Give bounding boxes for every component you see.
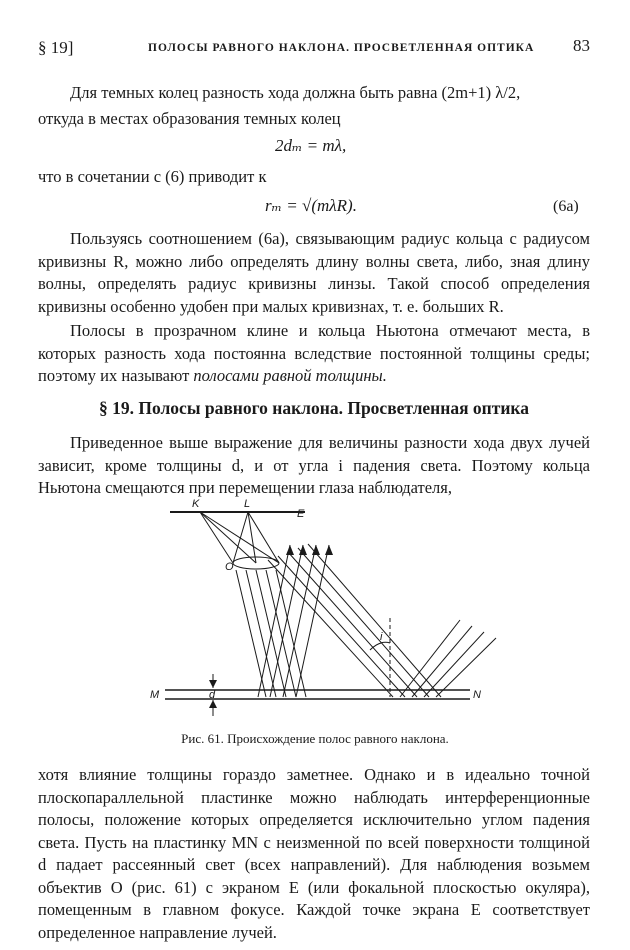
paragraph-dark-rings: Для темных колец разность хода должна быть равна (2m+1) λ/2, [70, 83, 521, 102]
label-d: d [209, 689, 216, 701]
label-l: L [244, 498, 251, 510]
paragraph-plate: хотя влияние толщины гораздо заметнее. Однако и в идеально точной плоскопараллельной пластинке можно наблюдать интерференционные полосы, положение которых определяется исключительно углом падения света. Пусть на пластинку MN с неизменной по всей поверхности толщиной d падает рассеянный свет (всех направлений). Для наблюдения возьмем объектив O (рис. 61) с экраном E (или фокальной плоскостью окуляра), помещенным в главном фокусе. Каждой точке экрана E соответствует определенное направление лучей. [38, 765, 590, 942]
label-e: E [297, 508, 305, 520]
equal-thickness-term: полосами равной толщины. [193, 366, 387, 385]
paragraph-radius: Пользуясь соотношением (6а), связывающим радиус кольца с радиусом кривизны R, можно либо определять длину волны света, либо, зная длину волны, определять радиус кривизны линзы. Такой способ определения кривизны особенно удобен при малых кривизнах, т. е. больших R. [38, 229, 590, 316]
label-i: i [380, 631, 383, 643]
section-heading: § 19. Полосы равного наклона. Просветленная оптика [98, 398, 529, 418]
label-o: O [225, 561, 234, 573]
header-title: ПОЛОСЫ РАВНОГО НАКЛОНА. ПРОСВЕТЛЕННАЯ ОПТИКА [148, 42, 535, 54]
label-m: M [150, 689, 160, 701]
label-n: N [473, 689, 481, 701]
page-number: 83 [573, 36, 590, 55]
equation-number: (6а) [553, 198, 579, 215]
paragraph-combined: что в сочетании с (6) приводит к [38, 167, 267, 186]
paragraph-dark-rings-cont: откуда в местах образования темных колец [38, 109, 341, 128]
formula-2dm: 2dₘ = mλ, [275, 136, 347, 155]
figure-caption: Рис. 61. Происхождение полос равного наклона. [181, 731, 449, 746]
equal-thickness-text: Полосы в прозрачном клине и кольца Ньютона отмечают места, в которых разность хода постоянна вследствие постоянной толщины среды; поэтому их называют [38, 321, 590, 385]
header-section: § 19] [38, 38, 74, 57]
label-k: K [192, 498, 200, 510]
formula-rm: rₘ = √(mλR). [265, 196, 357, 215]
paragraph-equal-inclination: Приведенное выше выражение для величины разности хода двух лучей зависит, кроме толщины d, и от угла i падения света. Поэтому кольца Ньютона смещаются при перемещении глаза наблюдателя, [38, 433, 590, 497]
